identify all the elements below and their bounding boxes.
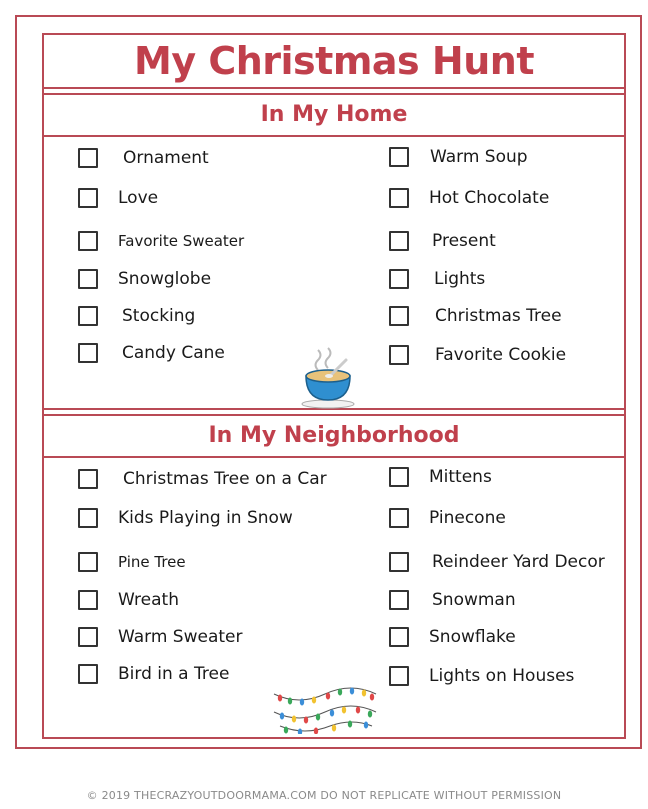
copyright-footer: © 2019 THECRAZYOUTDOORMAMA.COM DO NOT REPLICATE WITHOUT PERMISSION bbox=[86, 789, 562, 802]
item-label: Kids Playing in Snow bbox=[118, 508, 293, 528]
checklist-item[interactable] bbox=[389, 552, 605, 572]
checkbox[interactable] bbox=[78, 188, 98, 208]
item-label: Reindeer Yard Decor bbox=[432, 552, 605, 572]
checklist-item[interactable] bbox=[389, 188, 549, 208]
checkbox[interactable] bbox=[389, 552, 409, 572]
checkbox[interactable] bbox=[389, 147, 409, 167]
item-label: Pinecone bbox=[429, 508, 506, 528]
checkbox[interactable] bbox=[78, 590, 98, 610]
checkbox[interactable] bbox=[78, 343, 98, 363]
checkbox[interactable] bbox=[389, 345, 409, 365]
checklist-item[interactable] bbox=[389, 467, 492, 487]
item-label: Christmas Tree on a Car bbox=[123, 469, 327, 489]
checklist-item[interactable] bbox=[78, 627, 242, 647]
checkbox[interactable] bbox=[389, 188, 409, 208]
checklist-item[interactable] bbox=[78, 269, 211, 289]
checkbox[interactable] bbox=[389, 306, 409, 326]
item-label: Snowman bbox=[432, 590, 516, 610]
checklist-item[interactable] bbox=[78, 552, 186, 572]
checkbox[interactable] bbox=[78, 269, 98, 289]
item-label: Ornament bbox=[123, 148, 209, 168]
checkbox[interactable] bbox=[389, 508, 409, 528]
item-label: Lights on Houses bbox=[429, 666, 575, 686]
item-label: Bird in a Tree bbox=[118, 664, 230, 684]
checklist-item[interactable] bbox=[78, 231, 244, 251]
checkbox[interactable] bbox=[78, 148, 98, 168]
item-label: Snowflake bbox=[429, 627, 516, 647]
checklist-item[interactable] bbox=[78, 306, 195, 326]
checklist-item[interactable] bbox=[389, 306, 562, 326]
item-label: Wreath bbox=[118, 590, 179, 610]
checklist-item[interactable] bbox=[389, 666, 574, 686]
item-label: Hot Chocolate bbox=[429, 188, 550, 208]
checklist-item[interactable] bbox=[389, 147, 528, 167]
checklist-item[interactable] bbox=[389, 231, 496, 251]
checkbox[interactable] bbox=[389, 231, 409, 251]
item-label: Warm Soup bbox=[430, 147, 528, 167]
item-label: Stocking bbox=[122, 306, 196, 326]
section-header-neighborhood bbox=[44, 414, 624, 458]
checklist-item[interactable] bbox=[78, 343, 225, 363]
item-label: Mittens bbox=[429, 467, 492, 487]
checklist-item[interactable] bbox=[389, 269, 485, 289]
checklist-item[interactable] bbox=[78, 469, 327, 489]
item-label: Favorite Sweater bbox=[118, 232, 245, 250]
item-label: Lights bbox=[434, 269, 486, 289]
checklist-item[interactable] bbox=[78, 664, 229, 684]
item-label: Christmas Tree bbox=[435, 306, 562, 326]
checkbox[interactable] bbox=[78, 552, 98, 572]
checkbox[interactable] bbox=[78, 469, 98, 489]
title-band bbox=[44, 35, 624, 95]
item-label: Love bbox=[118, 188, 159, 208]
checkbox[interactable] bbox=[389, 590, 409, 610]
item-label: Pine Tree bbox=[118, 553, 186, 571]
soup-bowl-icon bbox=[296, 346, 360, 410]
checklist-item[interactable] bbox=[389, 627, 516, 647]
checklist-item[interactable] bbox=[78, 590, 179, 610]
checkbox[interactable] bbox=[78, 627, 98, 647]
item-label: Present bbox=[432, 231, 496, 251]
item-label: Snowglobe bbox=[118, 269, 212, 289]
section-title-home: In My Home bbox=[260, 102, 408, 127]
checklist-item[interactable] bbox=[78, 188, 158, 208]
checkbox[interactable] bbox=[78, 231, 98, 251]
checkbox[interactable] bbox=[78, 508, 98, 528]
item-label: Candy Cane bbox=[122, 343, 225, 363]
checklist-item[interactable] bbox=[389, 345, 566, 365]
checklist-item[interactable] bbox=[389, 508, 506, 528]
checklist-item[interactable] bbox=[389, 590, 516, 610]
checkbox[interactable] bbox=[78, 306, 98, 326]
checkbox[interactable] bbox=[389, 269, 409, 289]
checklist-item[interactable] bbox=[78, 148, 209, 168]
item-label: Favorite Cookie bbox=[435, 345, 567, 365]
divider bbox=[44, 87, 624, 89]
section-header-home bbox=[44, 93, 624, 137]
item-label: Warm Sweater bbox=[118, 627, 243, 647]
checkbox[interactable] bbox=[389, 666, 409, 686]
checkbox[interactable] bbox=[78, 664, 98, 684]
checkbox[interactable] bbox=[389, 627, 409, 647]
string-lights-icon bbox=[272, 686, 378, 734]
checklist-item[interactable] bbox=[78, 508, 293, 528]
checkbox[interactable] bbox=[389, 467, 409, 487]
section-title-neighborhood: In My Neighborhood bbox=[208, 423, 460, 448]
page-title: My Christmas Hunt bbox=[134, 39, 534, 83]
